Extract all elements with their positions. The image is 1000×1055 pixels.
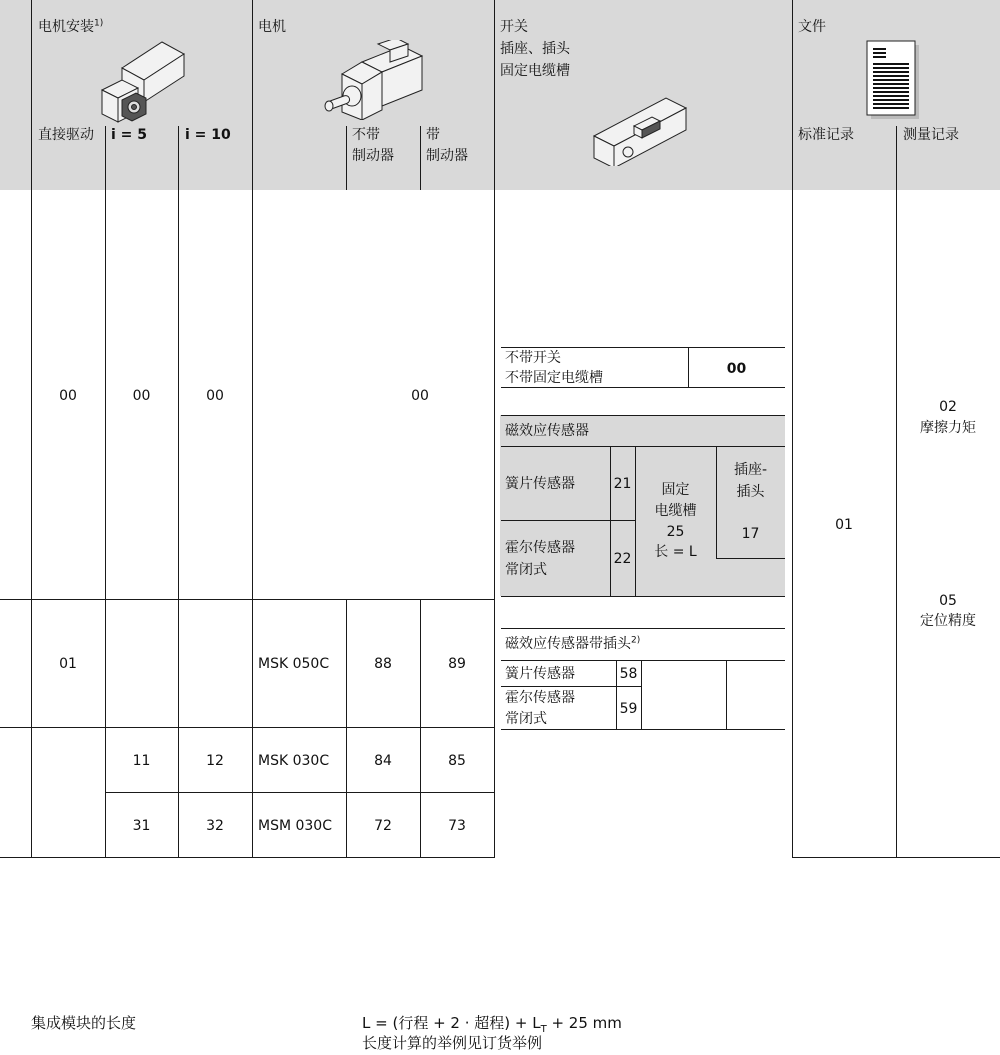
cable-duct-line-3: 25 bbox=[666, 524, 685, 540]
row-motor: MSK 050C bbox=[258, 656, 330, 672]
motor-title: 电机 bbox=[258, 19, 286, 35]
no-switch-line-1: 不带开关 bbox=[505, 350, 561, 366]
switch-title-2: 插座、插头 bbox=[500, 41, 570, 57]
row-brake: 85 bbox=[448, 753, 466, 769]
footer-label: 集成模块的长度 bbox=[31, 1014, 137, 1032]
col-i10: i = 10 bbox=[185, 127, 231, 143]
plug-reed-code: 58 bbox=[619, 666, 638, 682]
cable-duct-line-1: 固定 bbox=[661, 482, 690, 498]
row-i5: 11 bbox=[132, 753, 151, 769]
row-no-brake: 88 bbox=[374, 656, 392, 672]
switch-title-3: 固定电缆槽 bbox=[500, 63, 570, 79]
no-switch-line-2: 不带固定电缆槽 bbox=[505, 370, 603, 386]
code-motor-00: 00 bbox=[411, 388, 429, 404]
row-no-brake: 72 bbox=[374, 818, 392, 834]
reed-sensor-label: 簧片传感器 bbox=[505, 476, 575, 492]
motor-mount-illustration bbox=[92, 38, 192, 126]
plug-reed-label: 簧片传感器 bbox=[505, 666, 575, 682]
magnetic-plug-title: 磁效应传感器带插头$^{2)}$ bbox=[505, 635, 641, 652]
col-brake-2: 制动器 bbox=[426, 148, 468, 164]
socket-plug-line-2: 插头 bbox=[736, 484, 765, 500]
row-direct: 01 bbox=[59, 656, 77, 672]
socket-plug-line-1: 插座- bbox=[733, 462, 768, 478]
col-direct-drive: 直接驱动 bbox=[38, 127, 94, 143]
col-standard-record: 标准记录 bbox=[798, 127, 854, 143]
col-no-brake-2: 制动器 bbox=[352, 148, 394, 164]
length-formula: L = (行程 + 2 · 超程) + $L_T + 25$ mm bbox=[362, 1014, 622, 1035]
plug-hall-code: 59 bbox=[619, 701, 638, 717]
switch-illustration bbox=[590, 92, 690, 166]
row-brake: 89 bbox=[448, 656, 466, 672]
document-icon bbox=[866, 40, 922, 122]
row-i10: 12 bbox=[206, 753, 224, 769]
docs-title: 文件 bbox=[798, 19, 826, 35]
motor-mount-title: 电机安装$^{1)}$ bbox=[38, 18, 104, 35]
cable-duct-line-4: 长 = L bbox=[654, 544, 697, 560]
row-motor: MSM 030C bbox=[258, 818, 332, 834]
code-i10-00: 00 bbox=[206, 388, 224, 404]
row-no-brake: 84 bbox=[374, 753, 392, 769]
socket-plug-code: 17 bbox=[741, 526, 760, 542]
row-motor: MSK 030C bbox=[258, 753, 330, 769]
measure-label-accuracy: 定位精度 bbox=[920, 613, 976, 629]
hall-sensor-line-1: 霍尔传感器 bbox=[505, 540, 575, 556]
col-no-brake-1: 不带 bbox=[352, 127, 380, 143]
hall-sensor-code: 22 bbox=[613, 551, 632, 567]
col-measure-record: 测量记录 bbox=[903, 127, 959, 143]
cable-duct-line-2: 电缆槽 bbox=[654, 503, 697, 519]
measure-code-accuracy: 05 bbox=[939, 593, 957, 609]
measure-label-friction: 摩擦力矩 bbox=[920, 420, 976, 436]
row-brake: 73 bbox=[448, 818, 466, 834]
hall-sensor-line-2: 常闭式 bbox=[505, 562, 547, 578]
col-brake-1: 带 bbox=[426, 127, 440, 143]
no-switch-code: 00 bbox=[726, 361, 747, 377]
footer-note: 长度计算的举例见订货举例 bbox=[362, 1034, 543, 1052]
reed-sensor-code: 21 bbox=[613, 476, 632, 492]
row-i10: 32 bbox=[206, 818, 224, 834]
plug-hall-line-2: 常闭式 bbox=[505, 711, 547, 727]
magnetic-sensor-title: 磁效应传感器 bbox=[505, 423, 589, 439]
col-i5: i = 5 bbox=[111, 127, 148, 143]
code-i5-00: 00 bbox=[132, 388, 151, 404]
switch-title-1: 开关 bbox=[500, 19, 528, 35]
standard-record-code: 01 bbox=[835, 517, 853, 533]
motor-illustration bbox=[322, 40, 426, 120]
measure-code-friction: 02 bbox=[939, 399, 957, 415]
code-direct-00: 00 bbox=[59, 388, 77, 404]
row-i5: 31 bbox=[132, 818, 151, 834]
plug-hall-line-1: 霍尔传感器 bbox=[505, 690, 575, 706]
